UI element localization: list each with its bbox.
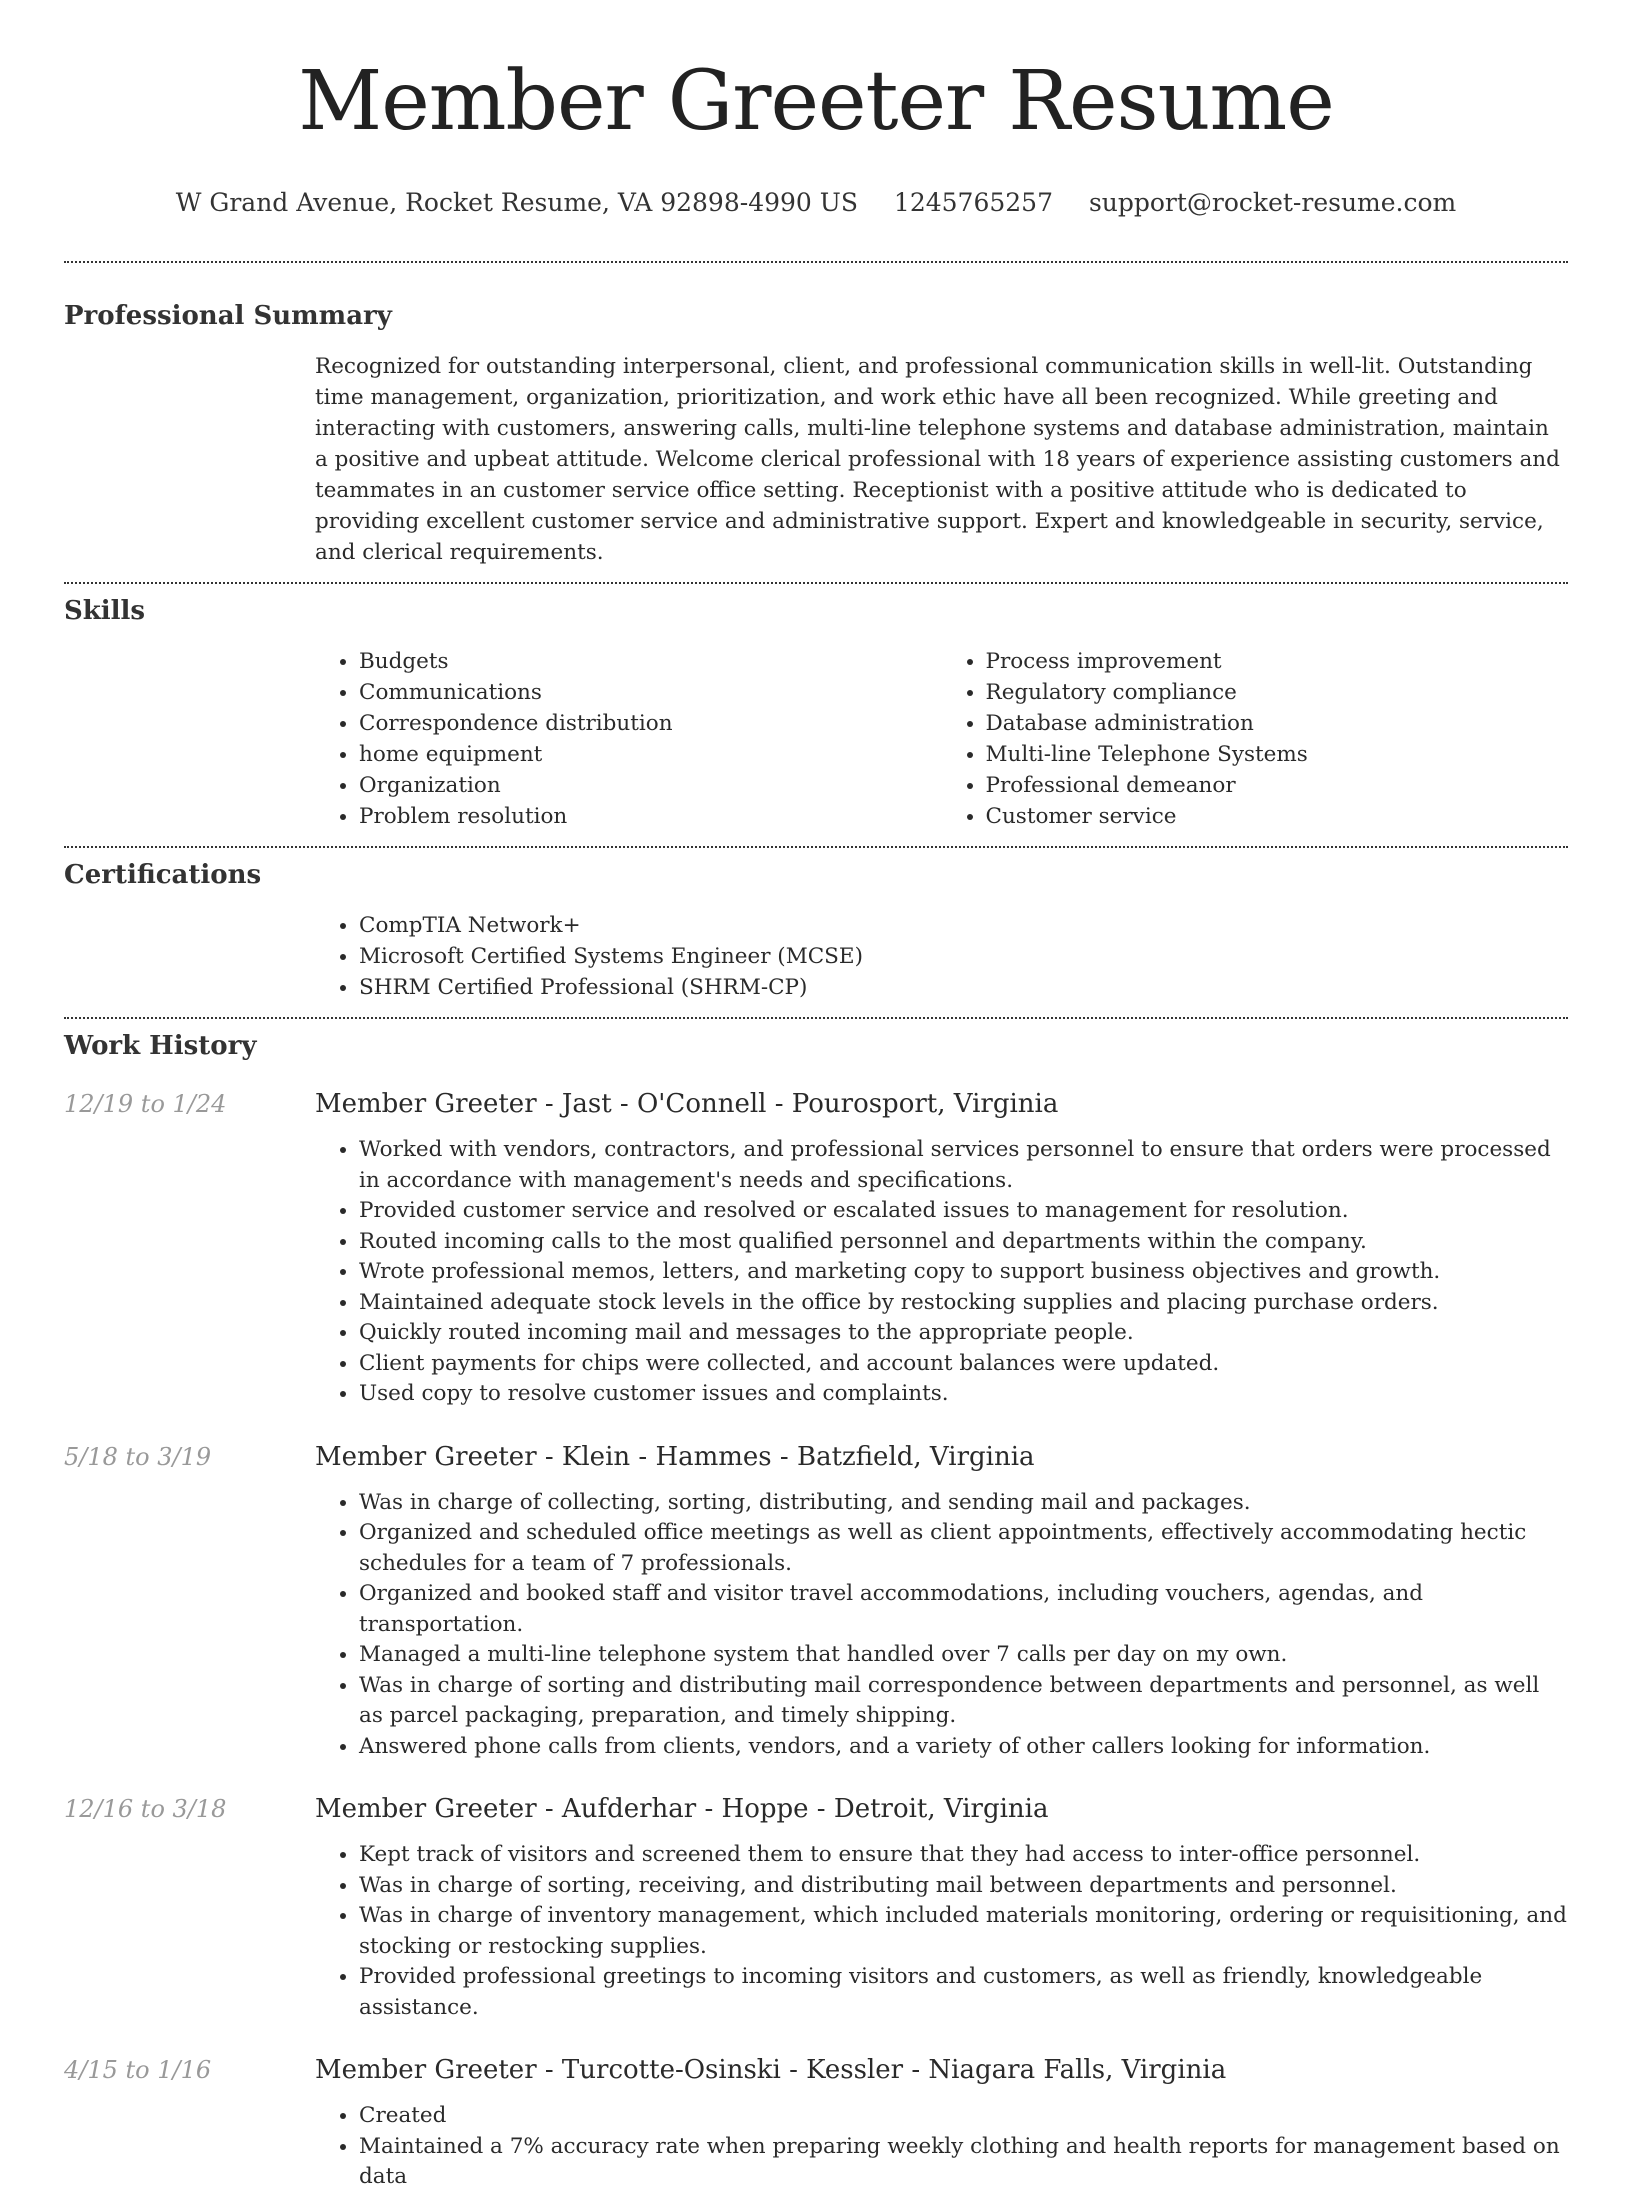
job-bullet: • Routed incoming calls to the most qualified personnel and departments within the company. bbox=[359, 1227, 1568, 1258]
section-title-skills: Skills bbox=[64, 596, 146, 626]
certifications-list bbox=[315, 910, 1568, 1003]
certification-item: • CompTIA Network+ bbox=[359, 910, 1568, 941]
job-bullet: • Quickly routed incoming mail and messages to the appropriate people. bbox=[359, 1318, 1568, 1349]
skill-item: • Correspondence distribution bbox=[359, 708, 942, 739]
job-bullet: • Created bbox=[359, 2101, 1568, 2132]
email: support@rocket-resume.com bbox=[1088, 188, 1457, 217]
section-title-certifications: Certifications bbox=[64, 860, 262, 890]
job-bullet: • Was in charge of sorting, receiving, and distributing mail between departments and personnel. bbox=[359, 1871, 1568, 1902]
job-bullet: • Maintained a 7% accuracy rate when preparing weekly clothing and health reports for management based on data bbox=[359, 2132, 1568, 2193]
skill-item: • Customer service bbox=[986, 801, 1569, 832]
job-entry bbox=[64, 1440, 1568, 1763]
skills-section bbox=[64, 594, 1568, 832]
skill-item: • Budgets bbox=[359, 646, 942, 677]
job-bullet: • Was in charge of collecting, sorting, distributing, and sending mail and packages. bbox=[359, 1488, 1568, 1519]
work-history-section bbox=[64, 1029, 1568, 2193]
divider bbox=[64, 846, 1568, 848]
job-bullet: • Maintained adequate stock levels in the office by restocking supplies and placing purchase orders. bbox=[359, 1288, 1568, 1319]
divider bbox=[64, 1017, 1568, 1019]
skills-list-right bbox=[942, 646, 1569, 832]
skill-item: • Problem resolution bbox=[359, 801, 942, 832]
divider bbox=[64, 261, 1568, 263]
job-bullet: • Worked with vendors, contractors, and professional services personnel to ensure that orders were processed in accordance with management's needs and specifications. bbox=[359, 1135, 1568, 1196]
job-date: 4/15 to 1/16 bbox=[64, 2056, 212, 2084]
skill-item: • Database administration bbox=[986, 708, 1569, 739]
job-bullet: • Provided professional greetings to incoming visitors and customers, as well as friendly, knowledgeable assistance. bbox=[359, 1962, 1568, 2023]
contact-line bbox=[64, 186, 1568, 220]
skill-item: • Multi-line Telephone Systems bbox=[986, 739, 1569, 770]
job-bullets bbox=[315, 1840, 1568, 2023]
section-title-work-history: Work History bbox=[64, 1031, 257, 1061]
skill-item: • Communications bbox=[359, 677, 942, 708]
job-bullet: • Answered phone calls from clients, vendors, and a variety of other callers looking for information. bbox=[359, 1732, 1568, 1763]
skills-list-left bbox=[315, 646, 942, 832]
job-date: 12/19 to 1/24 bbox=[64, 1090, 227, 1118]
job-bullet: • Organized and scheduled office meetings as well as client appointments, effectively accommodating hectic schedules for a team of 7 professionals. bbox=[359, 1518, 1568, 1579]
job-date: 5/18 to 3/19 bbox=[64, 1442, 212, 1471]
certification-item: • SHRM Certified Professional (SHRM-CP) bbox=[359, 972, 1568, 1003]
section-title-summary: Professional Summary bbox=[64, 301, 392, 331]
certification-item: • Microsoft Certified Systems Engineer (MCSE) bbox=[359, 941, 1568, 972]
job-bullet: • Client payments for chips were collected, and account balances were updated. bbox=[359, 1349, 1568, 1380]
job-bullet: • Was in charge of sorting and distributing mail correspondence between departments and personnel, as well as parcel packaging, preparation, and timely shipping. bbox=[359, 1671, 1568, 1732]
skill-item: • Organization bbox=[359, 770, 942, 801]
certifications-section bbox=[64, 858, 1568, 1003]
job-bullets bbox=[315, 2101, 1568, 2193]
job-date: 12/16 to 3/18 bbox=[64, 1795, 227, 1823]
job-bullet: • Managed a multi-line telephone system that handled over 7 calls per day on my own. bbox=[359, 1640, 1568, 1671]
skill-item: • Regulatory compliance bbox=[986, 677, 1569, 708]
job-entry bbox=[64, 1792, 1568, 2023]
address: W Grand Avenue, Rocket Resume, VA 92898-4990 US bbox=[175, 188, 858, 217]
skill-item: • Process improvement bbox=[986, 646, 1569, 677]
job-title: Member Greeter - Jast - O'Connell - Pourosport, Virginia bbox=[315, 1089, 1059, 1119]
divider bbox=[64, 582, 1568, 584]
job-bullet: • Organized and booked staff and visitor travel accommodations, including vouchers, agendas, and transportation. bbox=[359, 1579, 1568, 1640]
job-entry bbox=[64, 2053, 1568, 2193]
job-bullet: • Provided customer service and resolved or escalated issues to management for resolution. bbox=[359, 1196, 1568, 1227]
job-bullets bbox=[315, 1488, 1568, 1763]
phone: 1245765257 bbox=[893, 188, 1053, 217]
job-bullets bbox=[315, 1135, 1568, 1410]
skill-item: • Professional demeanor bbox=[986, 770, 1569, 801]
job-entry bbox=[64, 1087, 1568, 1410]
job-bullet: • Wrote professional memos, letters, and marketing copy to support business objectives and growth. bbox=[359, 1257, 1568, 1288]
skill-item: • home equipment bbox=[359, 739, 942, 770]
job-title: Member Greeter - Aufderhar - Hoppe - Detroit, Virginia bbox=[315, 1794, 1049, 1824]
resume-title: Member Greeter Resume bbox=[298, 54, 1334, 149]
job-bullet: • Kept track of visitors and screened them to ensure that they had access to inter-office personnel. bbox=[359, 1840, 1568, 1871]
job-bullet: • Used copy to resolve customer issues and complaints. bbox=[359, 1379, 1568, 1410]
summary-section bbox=[64, 299, 1568, 568]
job-bullet: • Was in charge of inventory management, which included materials monitoring, ordering or requisitioning, and stocking or restocking supplies. bbox=[359, 1901, 1568, 1962]
job-title: Member Greeter - Turcotte-Osinski - Kessler - Niagara Falls, Virginia bbox=[315, 2055, 1227, 2085]
job-title: Member Greeter - Klein - Hammes - Batzfield, Virginia bbox=[315, 1441, 1035, 1472]
summary-text: Recognized for outstanding interpersonal, client, and professional communication skills in well-lit. Outstanding time management, organization, prioritization, and work ethic have all been recognized. While greeting and interacting with customers, answering calls, multi-line telephone systems and database administration, maintain a positive and upbeat attitude. Welcome clerical professional with 18 years of experience assisting customers and teammates in an customer service office setting. Receptionist with a positive attitude who is dedicated to providing excellent customer service and administrative support. Expert and knowledgeable in security, service, and clerical requirements. bbox=[315, 354, 1560, 565]
